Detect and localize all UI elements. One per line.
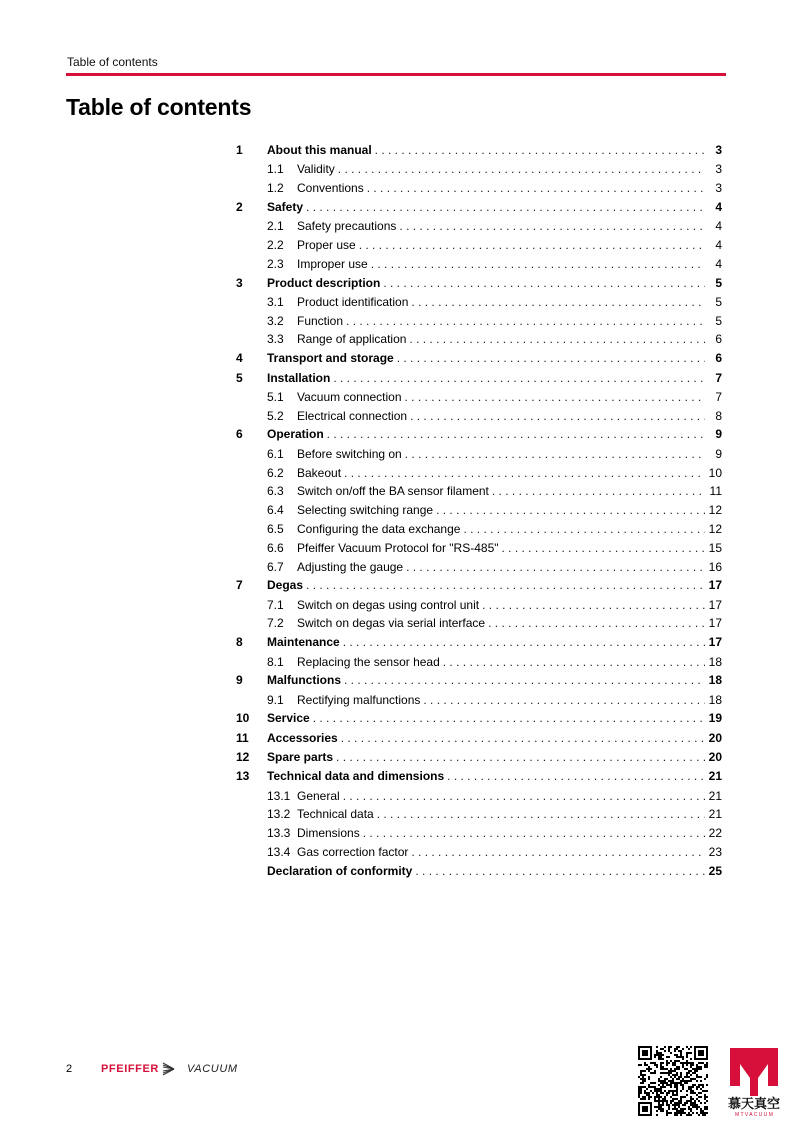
toc-page-number: 19 <box>708 711 722 726</box>
toc-page-number: 21 <box>708 769 722 784</box>
toc-section-number: 6.6 <box>267 540 284 555</box>
toc-dot-leader <box>410 407 705 426</box>
toc-chapter-title: Transport and storage <box>267 351 394 366</box>
toc-dot-leader <box>375 141 705 160</box>
toc-page-number: 10 <box>708 465 722 480</box>
toc-page-number: 20 <box>708 750 722 764</box>
toc-page-number: 17 <box>708 578 722 593</box>
toc-dot-leader <box>344 671 705 690</box>
toc-section-entry[interactable] <box>236 843 722 862</box>
page-title: Table of contents <box>66 94 252 120</box>
toc-section-entry[interactable] <box>236 596 722 615</box>
toc-section-number: 6.3 <box>267 484 284 499</box>
toc-chapter-entry[interactable] <box>236 141 722 160</box>
toc-dot-leader <box>344 464 705 483</box>
toc-chapter-entry[interactable] <box>236 576 722 595</box>
toc-section-number: 2.3 <box>267 256 284 271</box>
toc-section-title: Switch on/off the BA sensor filament <box>297 484 489 499</box>
toc-section-title: Proper use <box>297 237 356 252</box>
toc-section-number: 6.4 <box>267 503 284 518</box>
toc-dot-leader <box>306 198 705 217</box>
toc-section-number: 1.2 <box>267 181 284 196</box>
toc-page-number: 4 <box>715 219 722 234</box>
toc-section-title: Technical data <box>297 807 374 822</box>
toc-section-number: 2.2 <box>267 237 284 252</box>
toc-section-title: Conventions <box>297 181 364 196</box>
toc-page-number: 7 <box>715 389 722 404</box>
toc-section-entry[interactable] <box>236 691 722 710</box>
toc-page-number: 8 <box>715 408 722 423</box>
toc-section-number: 6.1 <box>267 446 284 461</box>
toc-page-number: 12 <box>708 521 722 536</box>
toc-page-number: 23 <box>708 844 722 859</box>
toc-dot-leader <box>415 862 705 881</box>
toc-section-entry[interactable] <box>236 805 722 824</box>
toc-page-number: 17 <box>708 635 722 650</box>
toc-section-title: Bakeout <box>297 465 342 480</box>
toc-page-number: 4 <box>715 237 722 252</box>
toc-dot-leader <box>333 369 705 388</box>
toc-section-title: Electrical connection <box>297 408 408 423</box>
toc-chapter-title: Operation <box>267 427 324 442</box>
toc-dot-leader <box>341 729 705 748</box>
toc-page-number: 3 <box>715 143 722 157</box>
toc-page-number: 6 <box>715 332 722 347</box>
toc-section-number: 6.5 <box>267 521 284 536</box>
toc-section-title: Safety precautions <box>297 219 397 234</box>
toc-chapter-entry[interactable] <box>236 633 722 652</box>
toc-section-number: 9.1 <box>267 692 284 707</box>
toc-dot-leader <box>371 255 705 274</box>
toc-page-number: 3 <box>715 162 722 177</box>
toc-dot-leader <box>405 388 705 407</box>
qr-code <box>636 1044 710 1118</box>
toc-dot-leader <box>399 217 705 236</box>
toc-section-number: 3.2 <box>267 313 284 328</box>
toc-section-title: Range of application <box>297 332 407 347</box>
toc-chapter-number: 9 <box>236 673 243 688</box>
toc-page-number: 16 <box>708 559 722 574</box>
toc-page-number: 25 <box>708 863 722 878</box>
toc-section-number: 13.2 <box>267 807 291 822</box>
toc-page-number: 5 <box>715 275 722 290</box>
toc-section-number: 13.1 <box>267 788 291 803</box>
toc-page-number: 18 <box>708 673 722 688</box>
toc-section-number: 1.1 <box>267 162 284 177</box>
toc-section-entry[interactable] <box>236 407 722 426</box>
toc-section-number: 13.3 <box>267 826 291 841</box>
toc-chapter-number: 3 <box>236 275 243 290</box>
toc-section-entry[interactable] <box>236 255 722 274</box>
toc-dot-leader <box>336 748 705 767</box>
toc-section-title: Pfeiffer Vacuum Protocol for "RS-485" <box>297 540 499 555</box>
toc-page-number: 18 <box>708 692 722 707</box>
toc-dot-leader <box>405 445 705 464</box>
toc-page-number: 7 <box>715 370 722 385</box>
pfeiffer-vacuum-logo <box>101 1062 238 1076</box>
toc-chapter-title: Service <box>267 711 310 726</box>
toc-page-number: 21 <box>708 807 722 822</box>
toc-section-title: Product identification <box>297 294 409 309</box>
toc-dot-leader <box>406 558 705 577</box>
toc-dot-leader <box>443 653 705 672</box>
toc-section-entry[interactable] <box>236 501 722 520</box>
pfeiffer-chevron-icon <box>162 1062 184 1076</box>
toc-section-title: Vacuum connection <box>297 389 402 404</box>
toc-chapter-title: Safety <box>267 199 304 214</box>
toc-section-number: 6.2 <box>267 465 284 480</box>
toc-chapter-number: 12 <box>236 750 250 764</box>
toc-dot-leader <box>306 576 705 595</box>
toc-dot-leader <box>343 787 705 806</box>
toc-section-number: 8.1 <box>267 654 284 669</box>
toc-chapter-title: Malfunctions <box>267 673 341 688</box>
toc-dot-leader <box>423 691 705 710</box>
running-head: Table of contents <box>67 55 158 69</box>
toc-section-number: 3.1 <box>267 294 284 309</box>
table-of-contents <box>236 141 722 881</box>
toc-section-entry[interactable] <box>236 445 722 464</box>
toc-section-entry[interactable] <box>236 312 722 331</box>
toc-section-entry[interactable] <box>236 558 722 577</box>
toc-section-title: Replacing the sensor head <box>297 654 440 669</box>
toc-page-number: 20 <box>708 730 722 745</box>
toc-page-number: 22 <box>708 826 722 841</box>
toc-dot-leader <box>327 425 705 444</box>
toc-section-title: Before switching on <box>297 446 402 461</box>
toc-chapter-entry[interactable] <box>236 767 722 786</box>
toc-section-entry[interactable] <box>236 653 722 672</box>
toc-section-entry[interactable] <box>236 179 722 198</box>
toc-section-entry[interactable] <box>236 787 722 806</box>
toc-dot-leader <box>363 824 705 843</box>
toc-section-number: 5.2 <box>267 408 284 423</box>
toc-section-number: 6.7 <box>267 559 284 574</box>
toc-section-entry[interactable] <box>236 217 722 236</box>
toc-section-entry[interactable] <box>236 482 722 501</box>
toc-dot-leader <box>492 482 705 501</box>
toc-section-entry[interactable] <box>236 539 722 558</box>
toc-section-entry[interactable] <box>236 464 722 483</box>
toc-chapter-number: 5 <box>236 370 243 385</box>
toc-chapter-number: 7 <box>236 578 243 593</box>
toc-section-entry[interactable] <box>236 160 722 179</box>
toc-chapter-entry[interactable] <box>236 198 722 217</box>
toc-section-title: Rectifying malfunctions <box>297 692 421 707</box>
toc-page-number: 11 <box>709 484 722 499</box>
toc-page-number: 3 <box>715 181 722 196</box>
toc-section-title: Function <box>297 313 344 328</box>
toc-section-entry[interactable] <box>236 520 722 539</box>
toc-section-number: 3.3 <box>267 332 284 347</box>
toc-page-number: 21 <box>708 788 722 803</box>
toc-page-number: 12 <box>708 503 722 518</box>
toc-page-number: 5 <box>715 294 722 309</box>
pfeiffer-wordmark: PFEIFFER <box>101 1063 159 1075</box>
toc-chapter-number: 10 <box>236 711 250 726</box>
toc-chapter-title: Degas <box>267 578 304 593</box>
toc-chapter-title: Accessories <box>267 730 338 745</box>
toc-dot-leader <box>383 274 705 293</box>
toc-dot-leader <box>409 330 705 349</box>
toc-page-number: 15 <box>708 540 722 555</box>
toc-page-number: 18 <box>708 654 722 669</box>
toc-dot-leader <box>447 767 705 786</box>
toc-chapter-entry[interactable] <box>236 729 722 748</box>
toc-dot-leader <box>338 160 705 179</box>
toc-section-number: 5.1 <box>267 389 284 404</box>
toc-section-title: Gas correction factor <box>297 844 409 859</box>
toc-section-title: Switch on degas using control unit <box>297 597 480 612</box>
toc-section-number: 13.4 <box>267 844 291 859</box>
toc-page-number: 4 <box>715 256 722 271</box>
toc-dot-leader <box>343 633 705 652</box>
toc-dot-leader <box>377 805 705 824</box>
toc-dot-leader <box>359 236 705 255</box>
toc-section-number: 2.1 <box>267 219 284 234</box>
footer-page-number: 2 <box>66 1063 73 1075</box>
toc-section-title: Adjusting the gauge <box>297 559 404 574</box>
toc-chapter-number: 11 <box>236 730 249 745</box>
toc-chapter-title: Product description <box>267 275 381 290</box>
toc-section-number: 7.2 <box>267 616 284 631</box>
toc-dot-leader <box>411 843 705 862</box>
mt-logo-english: M T V A C U U M <box>735 1112 773 1118</box>
toc-dot-leader <box>411 293 705 312</box>
toc-dot-leader <box>482 596 705 615</box>
mt-logo-mark <box>730 1048 778 1096</box>
toc-page-number: 5 <box>715 313 722 328</box>
toc-page-number: 17 <box>708 616 722 631</box>
toc-chapter-entry[interactable] <box>236 671 722 690</box>
toc-chapter-title: Installation <box>267 370 331 385</box>
toc-chapter-entry[interactable] <box>236 274 722 293</box>
toc-dot-leader <box>313 709 705 728</box>
mt-vacuum-logo <box>718 1044 790 1118</box>
toc-chapter-title: Spare parts <box>267 750 334 764</box>
toc-page-number: 9 <box>715 427 722 442</box>
toc-section-title: Dimensions <box>297 826 360 841</box>
vacuum-wordmark: VACUUM <box>186 1063 238 1075</box>
toc-page-number: 17 <box>708 597 722 612</box>
toc-section-entry[interactable] <box>236 388 722 407</box>
mt-logo-chinese: 慕天真空 <box>727 1097 781 1112</box>
toc-section-entry[interactable] <box>236 330 722 349</box>
toc-section-number: 7.1 <box>267 597 284 612</box>
toc-chapter-entry[interactable] <box>236 748 722 767</box>
toc-section-entry[interactable] <box>236 824 722 843</box>
toc-chapter-title: About this manual <box>267 143 372 157</box>
toc-dot-leader <box>397 349 705 368</box>
toc-dot-leader <box>367 179 705 198</box>
toc-page-number: 9 <box>715 446 722 461</box>
toc-chapter-entry[interactable] <box>236 709 722 728</box>
toc-section-entry[interactable] <box>236 293 722 312</box>
toc-page-number: 4 <box>715 199 722 214</box>
toc-chapter-number: 13 <box>236 769 250 784</box>
header-rule <box>66 73 726 76</box>
toc-chapter-title: Declaration of conformity <box>267 863 413 878</box>
toc-dot-leader <box>436 501 705 520</box>
toc-chapter-entry[interactable] <box>236 349 722 368</box>
toc-dot-leader <box>488 614 705 633</box>
toc-chapter-number: 1 <box>236 143 243 157</box>
toc-dot-leader <box>463 520 705 539</box>
toc-chapter-entry[interactable] <box>236 369 722 388</box>
toc-chapter-entry[interactable] <box>236 425 722 444</box>
toc-chapter-number: 4 <box>236 351 243 366</box>
toc-section-title: Switch on degas via serial interface <box>297 616 486 631</box>
toc-page-number: 6 <box>715 351 722 366</box>
toc-chapter-number: 2 <box>236 199 243 214</box>
toc-chapter-entry[interactable] <box>236 862 722 881</box>
toc-section-title: Improper use <box>297 256 368 271</box>
toc-chapter-title: Technical data and dimensions <box>267 769 445 784</box>
toc-chapter-number: 6 <box>236 427 243 442</box>
toc-dot-leader <box>502 539 706 558</box>
toc-section-title: Selecting switching range <box>297 503 434 518</box>
toc-section-entry[interactable] <box>236 614 722 633</box>
toc-chapter-title: Maintenance <box>267 635 340 650</box>
toc-chapter-number: 8 <box>236 635 243 650</box>
toc-section-title: General <box>297 788 340 803</box>
toc-section-title: Validity <box>297 162 335 177</box>
toc-section-title: Configuring the data exchange <box>297 521 461 536</box>
toc-dot-leader <box>346 312 705 331</box>
toc-section-entry[interactable] <box>236 236 722 255</box>
